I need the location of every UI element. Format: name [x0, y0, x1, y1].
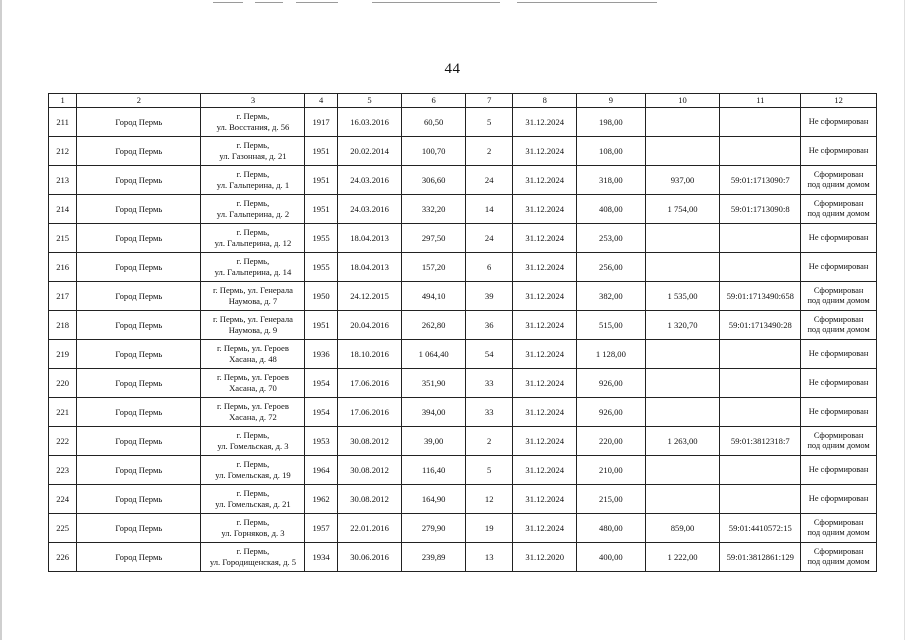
area-cell: 279,90: [402, 514, 466, 543]
area-cell: 157,20: [402, 253, 466, 282]
cost-cell: 215,00: [577, 485, 646, 514]
area-cell: 306,60: [402, 166, 466, 195]
cost-cell: 108,00: [577, 137, 646, 166]
land-area-cell: [645, 485, 720, 514]
residents-cell: 13: [465, 543, 512, 572]
residents-cell: 36: [465, 311, 512, 340]
land-status-line: Не сформирован: [808, 116, 869, 126]
address-line: ул. Гомельская, д. 21: [215, 499, 291, 509]
land-status-line: Не сформирован: [808, 348, 869, 358]
build-year-cell: 1951: [305, 137, 337, 166]
address-line: г. Пермь,: [236, 546, 270, 557]
address-line: ул. Гомельская, д. 3: [217, 441, 289, 451]
area-cell: 297,50: [402, 224, 466, 253]
build-year-cell: 1954: [305, 398, 337, 427]
row-number-cell: 226: [49, 543, 77, 572]
cost-cell: 400,00: [577, 543, 646, 572]
land-status-line: Не сформирован: [808, 464, 869, 474]
table-body: [49, 108, 877, 572]
municipality-cell: Город Пермь: [77, 137, 201, 166]
address-line: Наумова, д. 9: [228, 325, 278, 335]
address-line: ул. Городищенская, д. 5: [209, 557, 297, 567]
land-area-cell: [645, 456, 720, 485]
address-line: г. Пермь, ул. Героев: [217, 372, 289, 383]
address-line: ул. Газонная, д. 21: [219, 151, 287, 161]
land-status-cell: [801, 456, 877, 485]
land-area-cell: [645, 398, 720, 427]
land-status-cell: [801, 311, 877, 340]
area-cell: 116,40: [402, 456, 466, 485]
survey-date-cell: 18.04.2013: [337, 253, 402, 282]
address-cell: [201, 514, 305, 543]
area-cell: 164,90: [402, 485, 466, 514]
survey-date-cell: 17.06.2016: [337, 398, 402, 427]
cadastral-number-cell: 59:01:3812861:129: [720, 543, 801, 572]
land-status-line: Не сформирован: [808, 261, 869, 271]
address-line: г. Пермь, ул. Героев: [217, 401, 289, 412]
land-status-cell: [801, 485, 877, 514]
municipality-cell: Город Пермь: [77, 311, 201, 340]
cost-cell: 256,00: [577, 253, 646, 282]
land-status-line: Сформирован: [813, 546, 864, 556]
area-cell: 39,00: [402, 427, 466, 456]
land-area-cell: 1 535,00: [645, 282, 720, 311]
survey-date-cell: 20.02.2014: [337, 137, 402, 166]
build-year-cell: 1950: [305, 282, 337, 311]
residents-cell: 39: [465, 282, 512, 311]
table-row: [49, 485, 877, 514]
build-year-cell: 1953: [305, 427, 337, 456]
survey-date-cell: 30.06.2016: [337, 543, 402, 572]
address-line: Хасана, д. 70: [229, 383, 277, 393]
build-year-cell: 1962: [305, 485, 337, 514]
table-row: [49, 543, 877, 572]
address-cell: [201, 311, 305, 340]
land-area-cell: 937,00: [645, 166, 720, 195]
table-row: [49, 369, 877, 398]
cost-cell: 318,00: [577, 166, 646, 195]
cost-cell: 926,00: [577, 398, 646, 427]
row-number-cell: 224: [49, 485, 77, 514]
deadline-cell: 31.12.2024: [513, 137, 577, 166]
cadastral-number-cell: 59:01:4410572:15: [720, 514, 801, 543]
area-cell: 239,89: [402, 543, 466, 572]
residents-cell: 2: [465, 137, 512, 166]
municipality-cell: Город Пермь: [77, 543, 201, 572]
address-cell: [201, 456, 305, 485]
area-cell: 1 064,40: [402, 340, 466, 369]
residents-cell: 5: [465, 456, 512, 485]
land-status-line: Сформирован: [813, 314, 864, 324]
residents-cell: 19: [465, 514, 512, 543]
cadastral-number-cell: 59:01:1713490:28: [720, 311, 801, 340]
survey-date-cell: 30.08.2012: [337, 485, 402, 514]
address-line: ул. Гомельская, д. 19: [215, 470, 291, 480]
deadline-cell: 31.12.2024: [513, 282, 577, 311]
column-header-8: 8: [513, 94, 577, 108]
address-cell: [201, 137, 305, 166]
survey-date-cell: 30.08.2012: [337, 456, 402, 485]
row-number-cell: 214: [49, 195, 77, 224]
header-row: [49, 94, 877, 108]
row-number-cell: 211: [49, 108, 77, 137]
address-line: г. Пермь,: [236, 140, 270, 151]
build-year-cell: 1934: [305, 543, 337, 572]
municipality-cell: Город Пермь: [77, 108, 201, 137]
table-row: [49, 253, 877, 282]
survey-date-cell: 20.04.2016: [337, 311, 402, 340]
row-number-cell: 223: [49, 456, 77, 485]
residents-cell: 33: [465, 398, 512, 427]
land-status-cell: [801, 514, 877, 543]
survey-date-cell: 30.08.2012: [337, 427, 402, 456]
municipality-cell: Город Пермь: [77, 340, 201, 369]
cadastral-number-cell: 59:01:1713490:658: [720, 282, 801, 311]
land-status-line: Сформирован: [813, 285, 864, 295]
residents-cell: 24: [465, 166, 512, 195]
column-header-9: 9: [577, 94, 646, 108]
cadastral-number-cell: 59:01:1713090:7: [720, 166, 801, 195]
build-year-cell: 1951: [305, 195, 337, 224]
column-header-5: 5: [337, 94, 402, 108]
address-line: г. Пермь, ул. Героев: [217, 343, 289, 354]
address-line: ул. Восстания, д. 56: [216, 122, 290, 132]
cost-cell: 220,00: [577, 427, 646, 456]
address-line: г. Пермь,: [236, 169, 270, 180]
land-status-line: под одним домом: [807, 209, 870, 218]
address-line: г. Пермь, ул. Генерала: [212, 285, 293, 296]
page-number: 44: [444, 61, 461, 77]
land-status-line: Сформирован: [813, 517, 864, 527]
area-cell: 100,70: [402, 137, 466, 166]
cost-cell: 198,00: [577, 108, 646, 137]
land-status-cell: [801, 427, 877, 456]
area-cell: 332,20: [402, 195, 466, 224]
cost-cell: 926,00: [577, 369, 646, 398]
column-header-1: 1: [49, 94, 77, 108]
address-cell: [201, 398, 305, 427]
residents-cell: 6: [465, 253, 512, 282]
address-cell: [201, 253, 305, 282]
table-row: [49, 311, 877, 340]
deadline-cell: 31.12.2024: [513, 311, 577, 340]
municipality-cell: Город Пермь: [77, 485, 201, 514]
build-year-cell: 1917: [305, 108, 337, 137]
land-status-line: под одним домом: [807, 325, 870, 334]
deadline-cell: 31.12.2024: [513, 369, 577, 398]
deadline-cell: 31.12.2024: [513, 108, 577, 137]
row-number-cell: 220: [49, 369, 77, 398]
row-number-cell: 218: [49, 311, 77, 340]
land-status-line: под одним домом: [807, 528, 870, 537]
address-cell: [201, 224, 305, 253]
address-line: Хасана, д. 48: [229, 354, 277, 364]
land-status-cell: [801, 398, 877, 427]
land-area-cell: 1 754,00: [645, 195, 720, 224]
land-status-line: Сформирован: [813, 198, 864, 208]
table-row: [49, 514, 877, 543]
table-row: [49, 427, 877, 456]
table-row: [49, 456, 877, 485]
row-number-cell: 219: [49, 340, 77, 369]
table-row: [49, 137, 877, 166]
deadline-cell: 31.12.2024: [513, 398, 577, 427]
residents-cell: 14: [465, 195, 512, 224]
column-header-6: 6: [402, 94, 466, 108]
column-header-2: 2: [77, 94, 201, 108]
land-area-cell: 1 222,00: [645, 543, 720, 572]
survey-date-cell: 18.04.2013: [337, 224, 402, 253]
survey-date-cell: 24.03.2016: [337, 195, 402, 224]
survey-date-cell: 24.03.2016: [337, 166, 402, 195]
land-area-cell: [645, 108, 720, 137]
build-year-cell: 1955: [305, 253, 337, 282]
land-status-cell: [801, 224, 877, 253]
land-status-line: Не сформирован: [808, 493, 869, 503]
survey-date-cell: 22.01.2016: [337, 514, 402, 543]
column-header-3: 3: [201, 94, 305, 108]
build-year-cell: 1936: [305, 340, 337, 369]
row-number-cell: 217: [49, 282, 77, 311]
column-header-4: 4: [305, 94, 337, 108]
row-number-cell: 212: [49, 137, 77, 166]
land-area-cell: [645, 224, 720, 253]
residents-cell: 24: [465, 224, 512, 253]
build-year-cell: 1955: [305, 224, 337, 253]
land-area-cell: [645, 253, 720, 282]
area-cell: 394,00: [402, 398, 466, 427]
cost-cell: 382,00: [577, 282, 646, 311]
land-status-cell: [801, 282, 877, 311]
deadline-cell: 31.12.2024: [513, 166, 577, 195]
deadline-cell: 31.12.2024: [513, 456, 577, 485]
build-year-cell: 1954: [305, 369, 337, 398]
land-area-cell: 1 320,70: [645, 311, 720, 340]
address-line: г. Пермь,: [236, 459, 270, 470]
address-line: ул. Гальперина, д. 2: [216, 209, 290, 219]
address-line: Наумова, д. 7: [228, 296, 278, 306]
address-line: г. Пермь,: [236, 111, 270, 122]
cost-cell: 253,00: [577, 224, 646, 253]
cadastral-number-cell: [720, 398, 801, 427]
cadastral-number-cell: 59:01:1713090:8: [720, 195, 801, 224]
cost-cell: 1 128,00: [577, 340, 646, 369]
land-status-line: под одним домом: [807, 441, 870, 450]
row-number-cell: 222: [49, 427, 77, 456]
land-status-line: Не сформирован: [808, 145, 869, 155]
land-status-line: под одним домом: [807, 296, 870, 305]
column-header-7: 7: [465, 94, 512, 108]
table-row: [49, 108, 877, 137]
land-status-line: Не сформирован: [808, 406, 869, 416]
land-status-line: Не сформирован: [808, 232, 869, 242]
land-status-cell: [801, 195, 877, 224]
table-row: [49, 398, 877, 427]
table-row: [49, 166, 877, 195]
cadastral-number-cell: [720, 108, 801, 137]
top-scan-marks: [0, 0, 905, 6]
area-cell: 351,90: [402, 369, 466, 398]
deadline-cell: 31.12.2024: [513, 253, 577, 282]
land-status-line: Не сформирован: [808, 377, 869, 387]
cost-cell: 480,00: [577, 514, 646, 543]
address-line: г. Пермь,: [236, 488, 270, 499]
municipality-cell: Город Пермь: [77, 456, 201, 485]
cadastral-number-cell: [720, 369, 801, 398]
municipality-cell: Город Пермь: [77, 514, 201, 543]
land-status-line: Сформирован: [813, 430, 864, 440]
address-line: г. Пермь,: [236, 227, 270, 238]
address-line: г. Пермь,: [236, 517, 270, 528]
land-status-line: под одним домом: [807, 557, 870, 566]
address-cell: [201, 195, 305, 224]
land-status-cell: [801, 369, 877, 398]
address-cell: [201, 369, 305, 398]
land-area-cell: [645, 340, 720, 369]
address-cell: [201, 282, 305, 311]
build-year-cell: 1951: [305, 311, 337, 340]
survey-date-cell: 17.06.2016: [337, 369, 402, 398]
address-line: г. Пермь, ул. Генерала: [212, 314, 293, 325]
municipality-cell: Город Пермь: [77, 166, 201, 195]
land-status-cell: [801, 253, 877, 282]
land-status-line: под одним домом: [807, 180, 870, 189]
table-row: [49, 195, 877, 224]
address-line: ул. Гальперина, д. 12: [214, 238, 292, 248]
cost-cell: 515,00: [577, 311, 646, 340]
table-row: [49, 282, 877, 311]
row-number-cell: 225: [49, 514, 77, 543]
land-status-cell: [801, 108, 877, 137]
cost-cell: 408,00: [577, 195, 646, 224]
area-cell: 60,50: [402, 108, 466, 137]
row-number-cell: 213: [49, 166, 77, 195]
municipality-cell: Город Пермь: [77, 398, 201, 427]
land-area-cell: [645, 369, 720, 398]
address-cell: [201, 543, 305, 572]
deadline-cell: 31.12.2024: [513, 195, 577, 224]
residents-cell: 2: [465, 427, 512, 456]
deadline-cell: 31.12.2024: [513, 340, 577, 369]
land-area-cell: [645, 137, 720, 166]
address-cell: [201, 166, 305, 195]
deadline-cell: 31.12.2020: [513, 543, 577, 572]
address-line: г. Пермь,: [236, 256, 270, 267]
municipality-cell: Город Пермь: [77, 195, 201, 224]
build-year-cell: 1964: [305, 456, 337, 485]
address-line: ул. Горняков, д. 3: [221, 528, 285, 538]
land-status-cell: [801, 340, 877, 369]
municipality-cell: Город Пермь: [77, 224, 201, 253]
land-status-cell: [801, 166, 877, 195]
cadastral-number-cell: [720, 340, 801, 369]
cadastral-number-cell: [720, 137, 801, 166]
build-year-cell: 1951: [305, 166, 337, 195]
survey-date-cell: 18.10.2016: [337, 340, 402, 369]
column-header-10: 10: [645, 94, 720, 108]
area-cell: 262,80: [402, 311, 466, 340]
deadline-cell: 31.12.2024: [513, 224, 577, 253]
deadline-cell: 31.12.2024: [513, 485, 577, 514]
address-line: г. Пермь,: [236, 430, 270, 441]
residents-cell: 12: [465, 485, 512, 514]
address-line: Хасана, д. 72: [229, 412, 277, 422]
build-year-cell: 1957: [305, 514, 337, 543]
registry-table: [48, 93, 877, 572]
residents-cell: 33: [465, 369, 512, 398]
land-status-cell: [801, 543, 877, 572]
land-status-cell: [801, 137, 877, 166]
cadastral-number-cell: [720, 253, 801, 282]
address-cell: [201, 485, 305, 514]
cadastral-number-cell: [720, 456, 801, 485]
municipality-cell: Город Пермь: [77, 253, 201, 282]
land-area-cell: 1 263,00: [645, 427, 720, 456]
survey-date-cell: 16.03.2016: [337, 108, 402, 137]
area-cell: 494,10: [402, 282, 466, 311]
row-number-cell: 215: [49, 224, 77, 253]
municipality-cell: Город Пермь: [77, 369, 201, 398]
residents-cell: 5: [465, 108, 512, 137]
address-cell: [201, 108, 305, 137]
municipality-cell: Город Пермь: [77, 427, 201, 456]
address-cell: [201, 427, 305, 456]
municipality-cell: Город Пермь: [77, 282, 201, 311]
column-header-12: 12: [801, 94, 877, 108]
cadastral-number-cell: [720, 485, 801, 514]
residents-cell: 54: [465, 340, 512, 369]
left-scan-edge: [0, 0, 2, 640]
column-header-11: 11: [720, 94, 801, 108]
deadline-cell: 31.12.2024: [513, 427, 577, 456]
deadline-cell: 31.12.2024: [513, 514, 577, 543]
cadastral-number-cell: 59:01:3812318:7: [720, 427, 801, 456]
table-row: [49, 224, 877, 253]
row-number-cell: 216: [49, 253, 77, 282]
land-status-line: Сформирован: [813, 169, 864, 179]
address-line: ул. Гальперина, д. 1: [216, 180, 290, 190]
cost-cell: 210,00: [577, 456, 646, 485]
address-line: г. Пермь,: [236, 198, 270, 209]
table-row: [49, 340, 877, 369]
address-line: ул. Гальперина, д. 14: [214, 267, 292, 277]
survey-date-cell: 24.12.2015: [337, 282, 402, 311]
cadastral-number-cell: [720, 224, 801, 253]
land-area-cell: 859,00: [645, 514, 720, 543]
address-cell: [201, 340, 305, 369]
row-number-cell: 221: [49, 398, 77, 427]
